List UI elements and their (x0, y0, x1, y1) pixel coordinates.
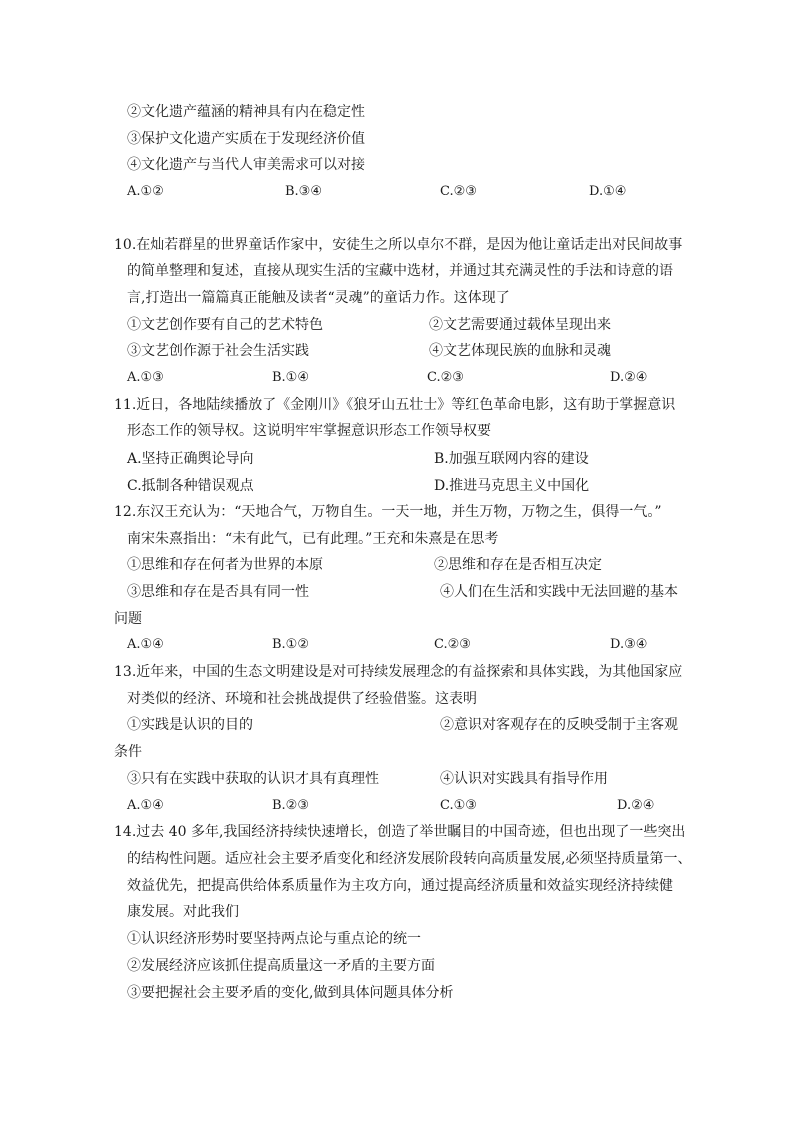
q13-statement-1: ①实践是认识的目的 (127, 717, 253, 733)
q13-stem-line-2: 对类似的经济、环境和社会挑战提供了经验借鉴。这表明 (127, 691, 477, 707)
q10-stem-line-3: 言,打造出一篇篇真正能触及读者“灵魂”的童话力作。这体现了 (127, 290, 510, 306)
q11-option-c: C.抵制各种错误观点 (127, 478, 254, 494)
q13-stem-line-1: 13.近年来，中国的生态文明建设是对可持续发展理念的有益探索和具体实践，为其他国家应 (114, 664, 683, 680)
q10-statement-3: ③文艺创作源于社会生活实践 (127, 343, 309, 359)
q11-option-a: A.坚持正确舆论导向 (127, 451, 254, 467)
q10-option-b: B.①④ (272, 370, 309, 385)
q11-option-d: D.推进马克思主义中国化 (434, 478, 590, 494)
q14-statement-2: ②发展经济应该抓住提高质量这一矛盾的主要方面 (127, 958, 435, 974)
q14-stem-line-1: 14.过去 40 多年,我国经济持续快速增长，创造了举世瞩目的中国奇迹，但也出现了一些突出 (114, 824, 686, 840)
q10-statement-4: ④文艺体现民族的血脉和灵魂 (429, 343, 611, 359)
q14-stem-line-3: 效益优先，把提高供给体系质量作为主攻方向，通过提高经济质量和效益实现经济持续健 (127, 878, 673, 894)
q10-statement-1: ①文艺创作要有自己的艺术特色 (127, 317, 323, 333)
q10-option-a: A.①③ (127, 370, 164, 385)
q12-option-d: D.③④ (610, 637, 648, 652)
q14-stem-line-4: 康发展。对此我们 (127, 904, 239, 920)
q13-option-d: D.②④ (617, 798, 655, 813)
q13-option-c: C.①③ (440, 798, 477, 813)
q12-option-c: C.②③ (434, 637, 471, 652)
q12-statement-3: ③思维和存在是否具有同一性 (127, 584, 309, 600)
q13-option-b: B.②③ (272, 798, 309, 813)
q13-statement-2: ②意识对客观存在的反映受制于主客观 (440, 717, 678, 733)
q10-stem-line-2: 的简单整理和复述，直接从现实生活的宝藏中选材，并通过其充满灵性的手法和诗意的语 (127, 263, 673, 279)
q11-stem-line-2: 形态工作的领导权。这说明牢牢掌握意识形态工作领导权要 (127, 423, 491, 439)
q9-statement-2: ②文化遗产蕴涵的精神具有内在稳定性 (127, 104, 365, 120)
q10-option-c: C.②③ (427, 370, 464, 385)
q12-stem-line-2: 南宋朱熹指出：“未有此气，已有此理。”王充和朱熹是在思考 (127, 531, 499, 547)
q9-option-d: D.①④ (589, 184, 627, 199)
q12-stem-line-1: 12.东汉王充认为：“天地合气，万物自生。一天一地，并生万物，万物之生，俱得一气。” (114, 504, 662, 520)
q12-option-a: A.①④ (127, 637, 164, 652)
q13-statement-3: ③只有在实践中获取的认识才具有真理性 (127, 771, 379, 787)
q12-statement-1: ①思维和存在何者为世界的本原 (127, 557, 323, 573)
q9-statement-3: ③保护文化遗产实质在于发现经济价值 (127, 131, 365, 147)
q11-stem-line-1: 11.近日，各地陆续播放了《金刚川》《狼牙山五壮士》等红色革命电影，这有助于掌握意识 (114, 397, 676, 413)
q13-option-a: A.①④ (127, 798, 164, 813)
q12-statement-2: ②思维和存在是否相互决定 (434, 557, 602, 573)
q12-option-b: B.①② (272, 637, 309, 652)
q14-stem-line-2: 的结构性问题。适应社会主要矛盾变化和经济发展阶段转向高质量发展,必须坚持质量第一、 (127, 851, 692, 867)
q10-option-d: D.②④ (610, 370, 648, 385)
q12-statement-4: ④人们在生活和实践中无法回避的基本 (440, 584, 678, 600)
q9-option-b: B.③④ (285, 184, 322, 199)
q9-option-a: A.①② (127, 184, 164, 199)
q14-statement-3: ③要把握社会主要矛盾的变化,做到具体问题具体分析 (127, 985, 454, 1001)
q12-statement-4-continued: 问题 (114, 611, 142, 627)
q9-statement-4: ④文化遗产与当代人审美需求可以对接 (127, 157, 365, 173)
q10-stem-line-1: 10.在灿若群星的世界童话作家中，安徒生之所以卓尔不群，是因为他让童话走出对民间故事 (114, 237, 683, 253)
q13-statement-4: ④认识对实践具有指导作用 (440, 771, 608, 787)
q9-option-c: C.②③ (440, 184, 477, 199)
q11-option-b: B.加强互联网内容的建设 (434, 451, 589, 467)
q13-statement-2-continued: 条件 (114, 744, 142, 760)
q10-statement-2: ②文艺需要通过载体呈现出来 (429, 317, 611, 333)
q14-statement-1: ①认识经济形势时要坚持两点论与重点论的统一 (127, 931, 421, 947)
